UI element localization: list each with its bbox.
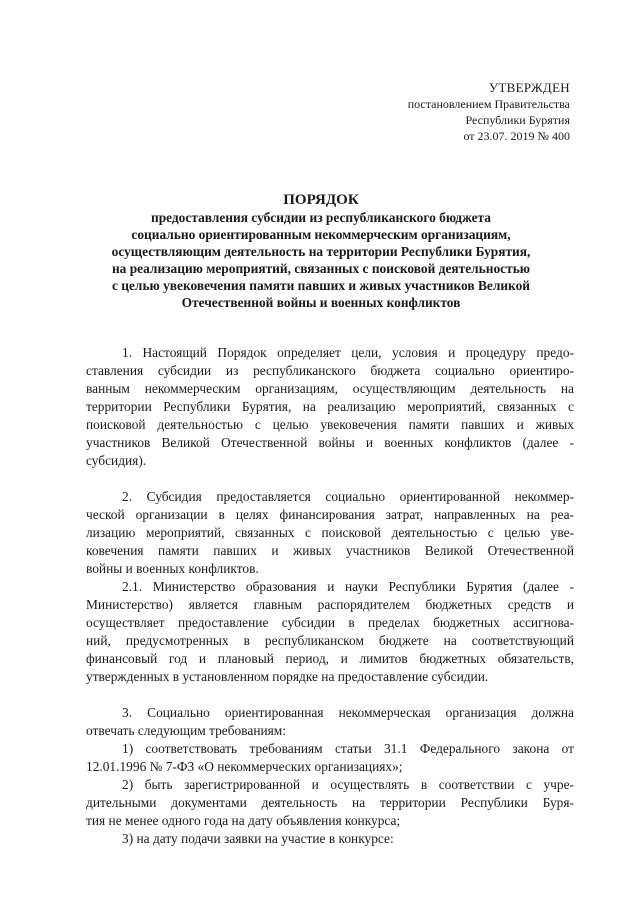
text-line: 3. Социально ориентированная некоммерческая организация должна	[122, 705, 574, 720]
paragraph-3-item-1	[86, 740, 574, 776]
paragraph-3-item-3	[86, 830, 574, 848]
text-line: дительными документами деятельность на территории Республики Буря-	[86, 795, 574, 810]
text-line: лизацию мероприятий, связанных с поисковой деятельностью с целью уве-	[86, 525, 574, 540]
title-line: предоставления субсидии из республиканского бюджета	[150, 210, 491, 225]
text-line: участников Великой Отечественной войны и военных конфликтов (далее -	[86, 435, 574, 450]
title-line: Отечественной войны и военных конфликтов	[181, 295, 461, 310]
text-line: Министерство) является главным распорядителем бюджетных средств и	[86, 597, 574, 612]
approval-date: от 23.07. 2019 № 400	[463, 129, 570, 143]
text-line: ставления субсидии из республиканского бюджета социально ориентиро-	[86, 363, 574, 378]
text-line: 1) соответствовать требованиям статьи 31.1 Федерального закона от	[122, 741, 574, 756]
text-line: ний, предусмотренных в республиканском бюджете на соответствующий	[86, 633, 574, 648]
paragraph-3	[86, 704, 574, 740]
text-line: тия не менее одного года на дату объявления конкурса;	[86, 813, 401, 828]
title-line: с целью увековечения памяти павших и живых участников Великой	[111, 278, 531, 293]
paragraph-3-item-2	[86, 776, 574, 830]
text-line: 2) быть зарегистрированной и осуществлять в соответствии с учре-	[122, 777, 574, 792]
paragraph-1	[86, 344, 574, 470]
text-line: 12.01.1996 № 7-ФЗ «О некоммерческих организациях»;	[86, 759, 403, 774]
approval-line: постановлением Правительства	[407, 97, 570, 111]
text-line: поисковой деятельностью с целью увековечения памяти павших и живых	[86, 417, 574, 432]
paragraph-2	[86, 488, 574, 578]
approval-stamp	[408, 80, 570, 144]
text-line: территории Республики Бурятия, на реализацию мероприятий, связанных с	[86, 399, 574, 414]
text-line: 1. Настоящий Порядок определяет цели, условия и процедуру предо-	[122, 345, 574, 360]
text-line: 3) на дату подачи заявки на участие в конкурсе:	[122, 831, 394, 846]
paragraph-2-1	[86, 578, 574, 686]
text-line: ванным некоммерческим организациям, осуществляющим деятельность на	[86, 381, 574, 396]
paragraph-gap	[86, 686, 574, 704]
paragraph-gap	[86, 470, 574, 488]
text-line: ческой организации в целях финансирования затрат, направленных на реа-	[86, 507, 574, 522]
text-line: осуществляет предоставление субсидии в пределах бюджетных ассигнова-	[86, 615, 574, 630]
text-line: утвержденных в установленном порядке на предоставление субсидии.	[86, 669, 489, 684]
title-line: на реализацию мероприятий, связанных с поисковой деятельностью	[111, 261, 531, 276]
text-line: финансовый год и плановый период, и лимитов бюджетных обязательств,	[86, 651, 574, 666]
text-line: отвечать следующим требованиям:	[86, 723, 287, 738]
title-line: социально ориентированным некоммерческим организациям,	[131, 227, 511, 242]
approval-line: Республики Бурятия	[465, 113, 570, 127]
title-heading: ПОРЯДОК	[283, 192, 359, 208]
text-line: ковечения памяти павших и живых участников Великой Отечественной	[86, 543, 574, 558]
title-line: осуществляющим деятельность на территории Республики Бурятия,	[111, 244, 531, 259]
text-line: 2. Субсидия предоставляется социально ориентированной некоммер-	[122, 489, 574, 504]
document-body	[86, 344, 574, 848]
text-line: 2.1. Министерство образования и науки Республики Бурятия (далее -	[122, 579, 574, 594]
text-line: субсидия).	[86, 453, 147, 468]
approval-head: УТВЕРЖДЕН	[488, 80, 570, 95]
document-title	[70, 191, 572, 311]
text-line: войны и военных конфликтов.	[86, 561, 259, 576]
